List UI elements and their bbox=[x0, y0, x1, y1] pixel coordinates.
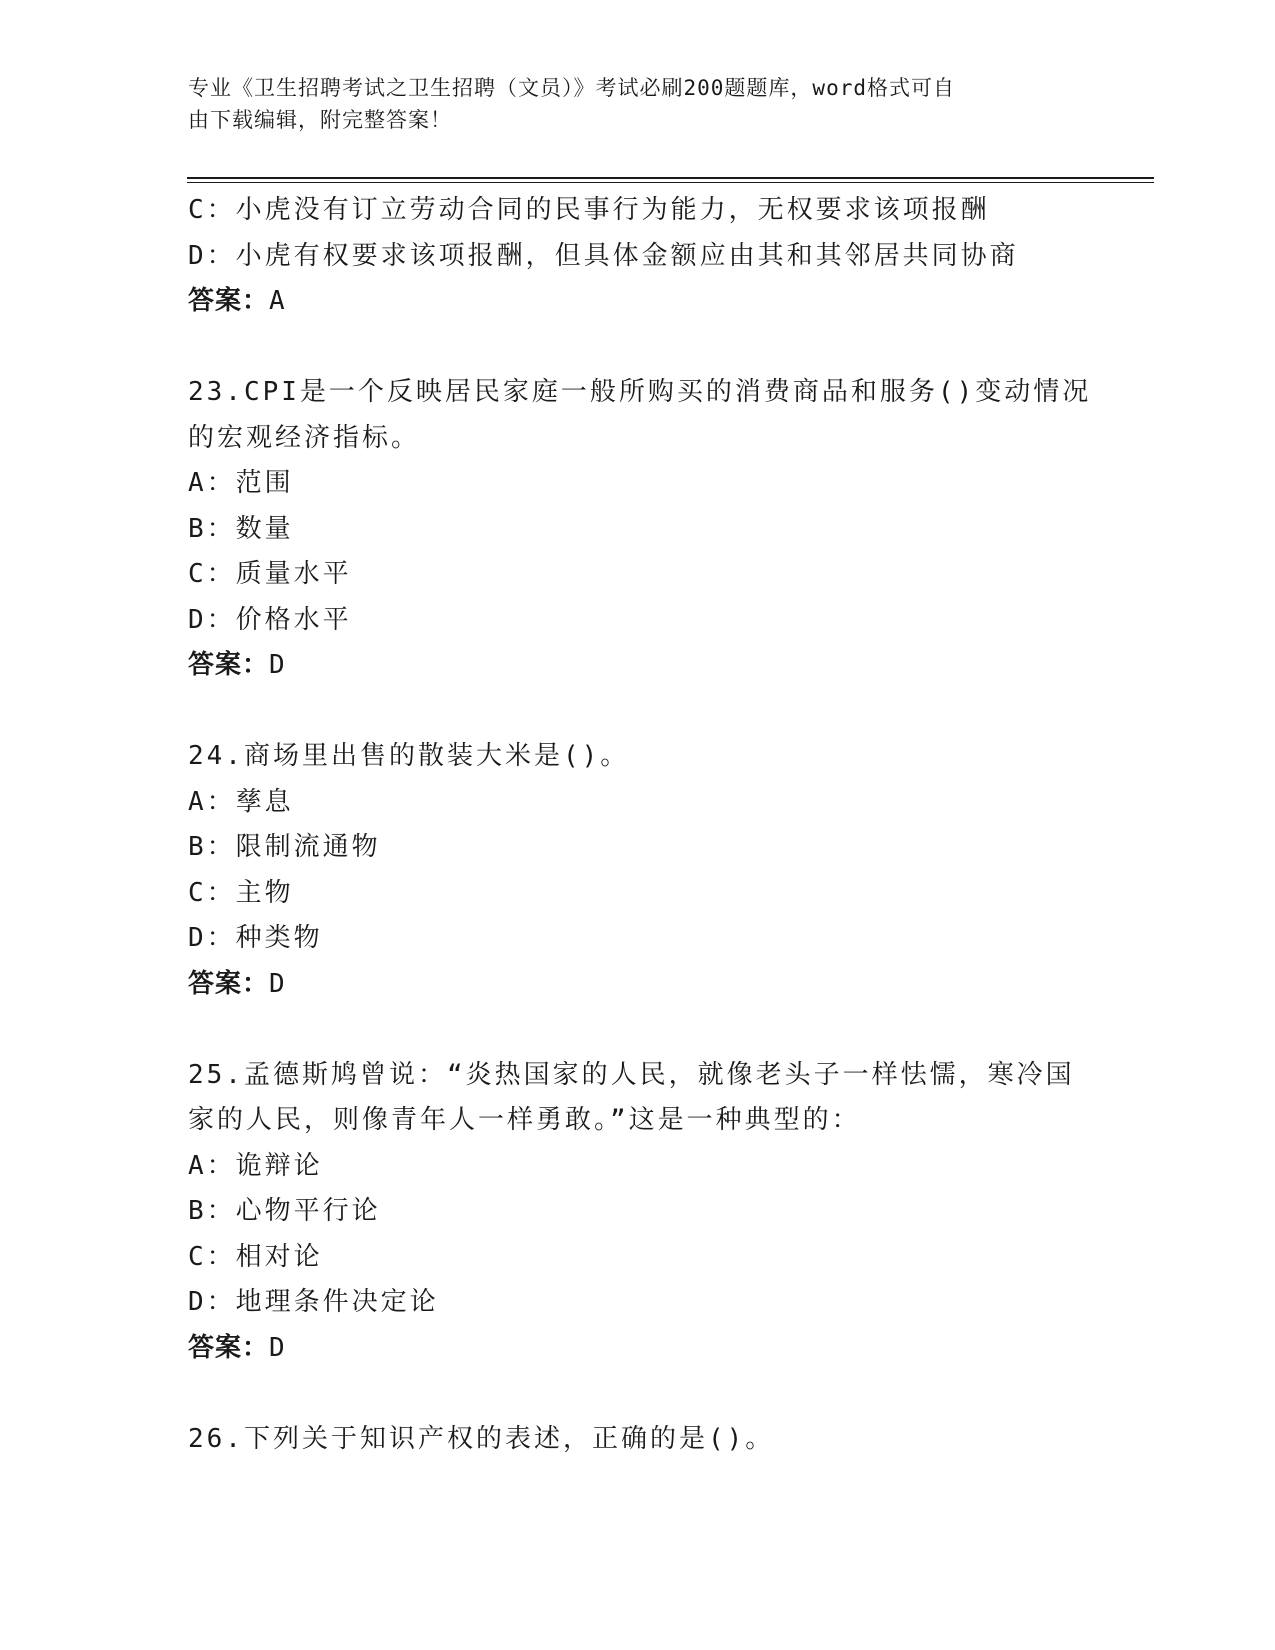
answer-label: 答案： bbox=[188, 1332, 270, 1363]
question-25 bbox=[188, 1053, 1088, 1372]
header-line-1: 专业《卫生招聘考试之卫生招聘（文员）》考试必刷200题题库，word格式可自 bbox=[188, 76, 955, 100]
answer-value: D bbox=[269, 968, 286, 999]
option-d: D：种类物 bbox=[188, 923, 323, 953]
option-c: C：质量水平 bbox=[188, 559, 352, 589]
option-a: A：孳息 bbox=[188, 786, 294, 817]
question-26 bbox=[188, 1417, 1088, 1463]
question-stem-line-1: 24.商场里出售的散装大米是()。 bbox=[188, 741, 630, 771]
question-stem-line-2: 的宏观经济指标。 bbox=[188, 422, 421, 453]
answer-value: D bbox=[269, 650, 286, 680]
option-a: A：诡辩论 bbox=[188, 1150, 323, 1181]
option-b: B：限制流通物 bbox=[188, 832, 381, 862]
option-b: B：心物平行论 bbox=[188, 1196, 381, 1226]
answer-row bbox=[188, 643, 1088, 689]
answer-value: D bbox=[269, 1332, 286, 1363]
header-divider-thick bbox=[187, 177, 1154, 179]
option-d: D：地理条件决定论 bbox=[188, 1287, 439, 1317]
question-stem-line-2: 家的人民，则像青年人一样勇敢。”这是一种典型的： bbox=[188, 1105, 861, 1135]
question-stem-line-1: 25.孟德斯鸠曾说：“炎热国家的人民，就像老头子一样怯懦，寒冷国 bbox=[188, 1059, 1075, 1090]
document-header bbox=[188, 72, 1068, 136]
question-list bbox=[188, 188, 1092, 1462]
question-stem-line-1: 26.下列关于知识产权的表述，正确的是()。 bbox=[188, 1423, 775, 1454]
question-22 bbox=[188, 188, 1088, 325]
option-d: D：小虎有权要求该项报酬，但具体金额应由其和其邻居共同协商 bbox=[188, 240, 1019, 271]
answer-row bbox=[188, 1326, 1088, 1372]
option-b: B：数量 bbox=[188, 513, 294, 544]
question-23 bbox=[188, 370, 1092, 689]
option-c: C：相对论 bbox=[188, 1241, 323, 1272]
answer-label: 答案： bbox=[188, 650, 270, 680]
header-divider-thin bbox=[187, 182, 1154, 183]
answer-label: 答案： bbox=[188, 286, 270, 316]
answer-row bbox=[188, 279, 1088, 325]
option-c: C：小虎没有订立劳动合同的民事行为能力，无权要求该项报酬 bbox=[188, 195, 990, 225]
answer-value: A bbox=[269, 286, 286, 316]
question-stem-line-1: 23.CPI是一个反映居民家庭一般所购买的消费商品和服务()变动情况 bbox=[188, 377, 1092, 407]
answer-label: 答案： bbox=[188, 968, 270, 999]
header-line-2: 由下载编辑，附完整答案！ bbox=[188, 108, 452, 132]
option-a: A：范围 bbox=[188, 468, 294, 498]
question-24 bbox=[188, 734, 1088, 1007]
answer-row bbox=[188, 962, 1088, 1008]
option-d: D：价格水平 bbox=[188, 604, 352, 635]
option-c: C：主物 bbox=[188, 877, 294, 908]
